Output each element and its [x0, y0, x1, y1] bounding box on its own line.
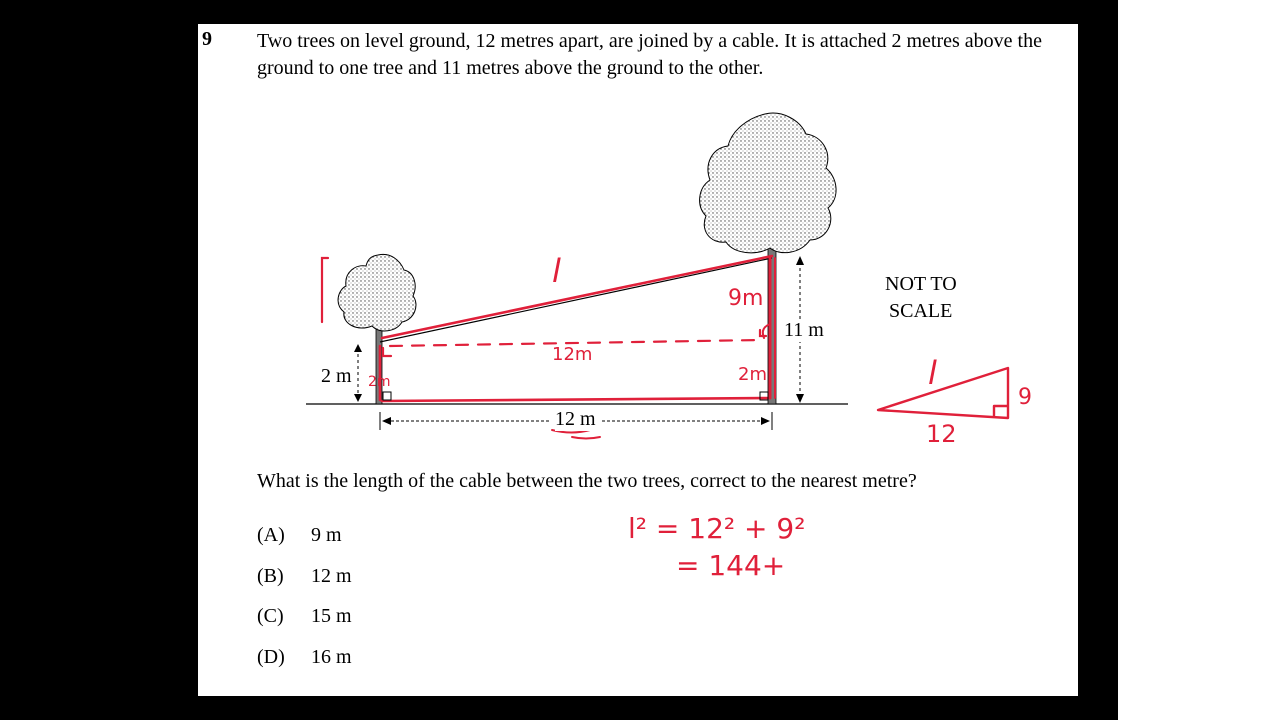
cable-length-symbol: l	[552, 252, 561, 290]
option-letter: (A)	[257, 524, 285, 546]
option-value: 12 m	[311, 565, 352, 587]
option-letter: (D)	[257, 646, 285, 668]
equation-line-2: = 144+	[676, 549, 786, 582]
option-value: 16 m	[311, 646, 352, 668]
option-letter: (B)	[257, 565, 284, 587]
right-small-label: 2m	[738, 364, 767, 385]
triangle-horizontal-label: 12	[926, 420, 957, 448]
distance-label: 12 m	[555, 408, 596, 430]
question-prompt: What is the length of the cable between the two trees, correct to the nearest metre?	[257, 470, 917, 492]
option-letter: (C)	[257, 605, 284, 627]
cable-line	[380, 258, 772, 342]
triangle-hyp-label: l	[928, 354, 937, 392]
left-height-label: 2 m	[321, 365, 352, 387]
left-small-label: 2m	[368, 374, 391, 390]
question-text: Two trees on level ground, 12 metres apart, are joined by a cable. It is attached 2 metres above the ground to one tree and 11 metres above the ground to the other.	[257, 30, 1042, 79]
option-value: 15 m	[311, 605, 352, 627]
equation-line-1: l² = 12² + 9²	[628, 512, 806, 545]
red-triangle-sketch	[878, 368, 1008, 418]
right-height-label: 11 m	[784, 319, 824, 341]
triangle-vertical-label: 9	[1018, 385, 1032, 410]
not-to-scale-line2: SCALE	[889, 300, 953, 322]
horizontal-label: 12m	[552, 344, 593, 365]
not-to-scale-line1: NOT TO	[885, 273, 957, 295]
rise-label: 9m	[728, 286, 764, 311]
option-value: 9 m	[311, 524, 342, 546]
question-number: 9	[202, 28, 212, 50]
